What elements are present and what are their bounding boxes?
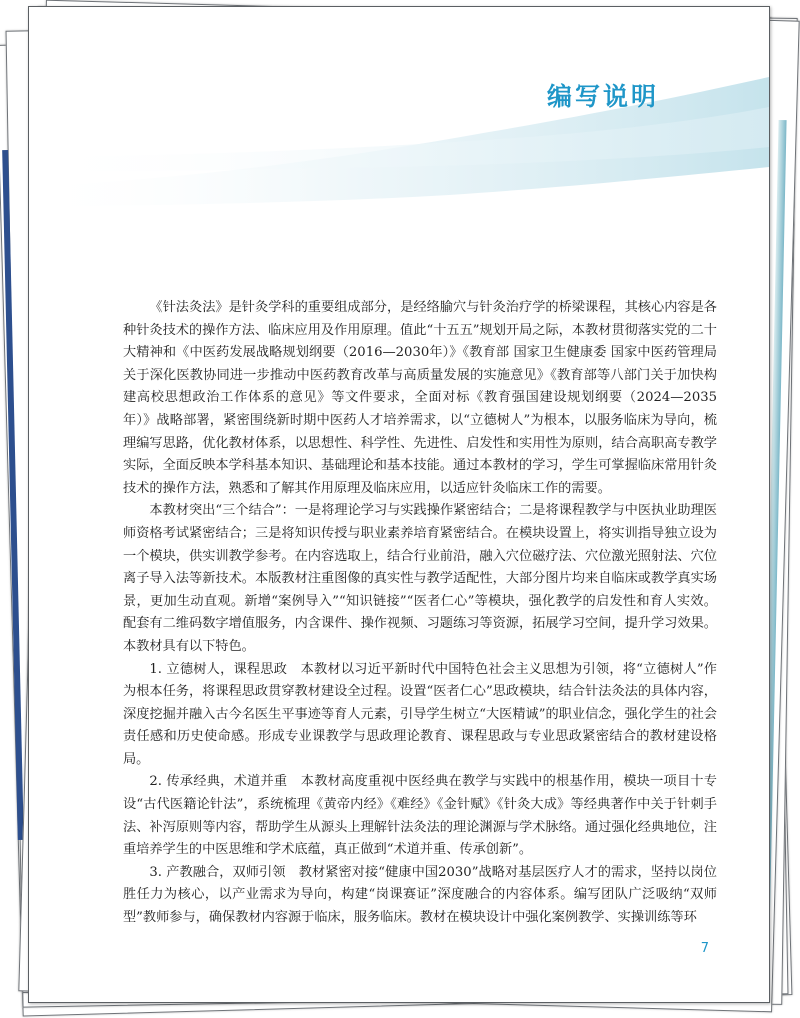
paragraph xyxy=(123,659,717,772)
paragraph xyxy=(123,862,717,930)
paragraph-text: 本教材高度重视中医经典在教学与实践中的根基作用，模块一项目十专设“古代医籍论针法”，系统梳理《黄帝内经》《难经》《金针赋》《针灸大成》等经典著作中关于针刺手法、补泻原则等内容，帮助学生从源头上理解针法灸法的理论渊源与学术脉络。通过强化经典地位，注重培养学生的中医思维和学术底蕴，真正做到“术道并重、传承创新”。 xyxy=(123,774,717,858)
paragraph-heading: 3. 产教融合，双师引领 xyxy=(149,864,286,880)
paragraph-text: 《针法灸法》是针灸学科的重要组成部分，是经络腧穴与针灸治疗学的桥梁课程，其核心内容是各种针灸技术的操作方法、临床应用及作用原理。值此“十五五”规划开局之际，本教材贯彻落实党的二十大精神和《中医药发展战略规划纲要（2016—2030年）》《教育部 国家卫生健康委 国家中医药管理局关于深化医教协同进一步推动中医药教育改革与高质量发展的实施意见》《教育部等八部门关于加快构建高校思想政治工作体系的意见》等文件要求，全面对标《教育强国建设规划纲要（2024—2035年）》战略部署，紧密围绕新时期中医药人才培养需求，以“立德树人”为根本，以服务临床为导向，梳理编写思路，优化教材体系，以思想性、科学性、先进性、启发性和实用性为原则，结合高职高专教学实际，全面反映本学科基本知识、基础理论和基本技能。通过本教材的学习，学生可掌握临床常用针灸技术的操作方法，熟悉和了解其作用原理及临床应用，以适应针灸临床工作的需要。 xyxy=(123,300,717,496)
document-page xyxy=(28,6,770,1003)
paragraph xyxy=(123,500,717,658)
paragraph-text: 本教材以习近平新时代中国特色社会主义思想为引领，将“立德树人”作为根本任务，将课程思政贯穿教材建设全过程。设置“医者仁心”思政模块，结合针法灸法的具体内容，深度挖掘并融入古今名医生平事迹等育人元素，引导学生树立“大医精诚”的职业信念，强化学生的社会责任感和历史使命感。形成专业课教学与思政理论教育、课程思政与专业思政紧密结合的教材建设格局。 xyxy=(123,661,717,767)
page-title: 编写说明 xyxy=(546,82,659,111)
paragraph xyxy=(123,771,717,861)
paragraph-heading: 2. 传承经典，术道并重 xyxy=(149,774,288,790)
header-decoration xyxy=(29,37,769,237)
paragraph-heading: 1. 立德树人，课程思政 xyxy=(149,661,288,677)
paragraph-text: 教材紧密对接“健康中国2030”战略对基层医疗人才的需求，坚持以岗位胜任力为核心，以产业需求为导向，构建“岗课赛证”深度融合的内容体系。编写团队广泛吸纳“双师型”教师参与，确保教材内容源于临床，服务临床。教材在模块设计中强化案例教学、实操训练等环 xyxy=(123,864,717,926)
paragraph xyxy=(123,297,717,500)
paragraph-text: 本教材突出“三个结合”：一是将理论学习与实践操作紧密结合；二是将课程教学与中医执业助理医师资格考试紧密结合；三是将知识传授与职业素养培育紧密结合。在模块设置上，将实训指导独立设为一个模块，供实训教学参考。在内容选取上，结合行业前沿，融入穴位磁疗法、穴位激光照射法、穴位离子导入法等新技术。本版教材注重图像的真实性与教学适配性，大部分图片均来自临床或教学真实场景，更加生动直观。新增“案例导入”“知识链接”“医者仁心”等模块，强化教学的启发性和育人实效。配套有二维码数字增值服务，内含课件、操作视频、习题练习等资源，拓展学习空间，提升学习效果。本教材具有以下特色。 xyxy=(123,503,717,654)
body-text xyxy=(123,297,717,930)
page-number: 7 xyxy=(700,941,709,956)
header-wave-graphic xyxy=(29,37,769,237)
